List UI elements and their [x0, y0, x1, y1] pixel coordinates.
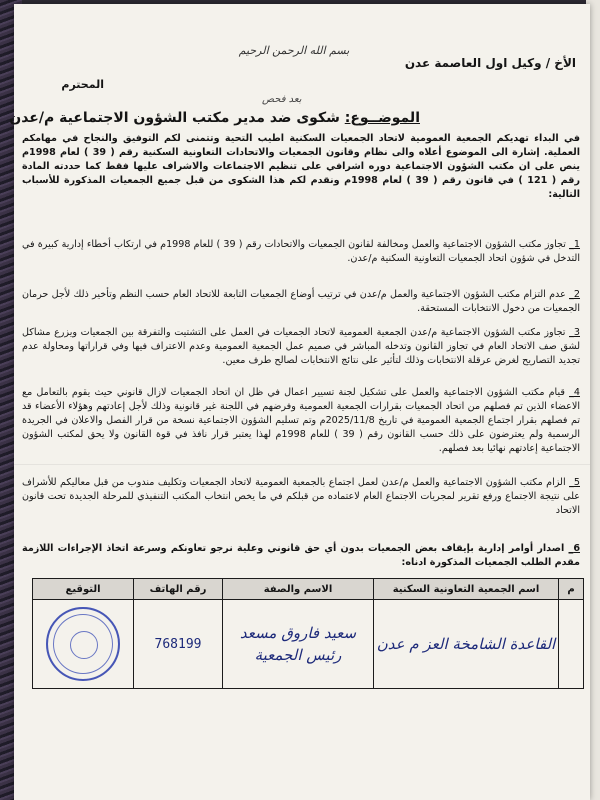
intro-paragraph: في البداء تهديكم الجمعية العمومية لاتحاد الجمعيات السكنية اطيب التحية وتتمنى لكم التوفيق والنجاح في مهامكم العملية. إشارة الى الموضوع أعلاه والى نظام وقانون الجمعيات والاتحادات التعاونية السكنية رقم ( 39 ) لعام 1998م ينص على ان مكتب الشؤون الاجتماعية دوره اشرافي على تنظيم الاجتماعات والاشراف عليها فقط كما حددته المادة رقم ( 121 ) في قانون رقم ( 39 ) لعام 1998م ونقدم لكم هذا الشكوى من قبل جميع الجمعيات المذكورة للأسباب التالية:: [22, 133, 581, 200]
point-text: عدم التزام مكتب الشؤون الاجتماعية والعمل م/عدن في ترتيب أوضاع الجمعيات التابعة للاتحاد العام حسب النظم وتأخير ذلك لأجل حرمان الجمعيات من دخول الانتخابات المستحقة.: [22, 289, 580, 314]
header-phone: رقم الهاتف: [134, 579, 223, 600]
addressee: الأخ / وكيل اول العاصمة عدن: [404, 56, 576, 70]
cell-name-title: سعيد فاروق مسعد رئيس الجمعية: [223, 600, 374, 689]
point-number: 2_: [569, 289, 580, 300]
stamp-center: [70, 631, 98, 659]
subject-text: شكوى ضد مدير مكتب الشؤون الاجتماعية م/عدن: [9, 110, 340, 126]
point-number: 4_: [569, 387, 580, 398]
paper-fold: [14, 464, 590, 465]
header-index: م: [559, 579, 584, 600]
point-number: 3_: [569, 327, 580, 338]
complaint-point: [22, 386, 580, 456]
complaint-point: [22, 476, 580, 518]
cell-index: [559, 600, 584, 689]
complaint-point: [22, 326, 580, 368]
point-text: قيام مكتب الشؤون الاجتماعية والعمل على تشكيل لجنة تسيير اعمال في ظل ان اتحاد الجمعيات لازال قانوني حيث يقوم بالتعامل مع الاعضاء الذين تم فصلهم من اتحاد الجمعيات بقرارات الجمعية العمومية وفرضهم في اللجنة غير قانونية وذلك لأجل إعادتهم وهؤلاء الأعضاء قد تم فصلهم بقرار اجتماع الجمعية العمومية في تاريخ 2025/11/8م وتم تسليم الشؤون الاجتماعية نسخة من قرار الفصل والاعلان في الجريدة الرسمية ولم يعترضون على ذلك حسب القانون رقم ( 39 ) للعام 1998م لهذا يعتبر قرار نافذ في قوة القانون ولا يحق لمكتب الشؤون الاجتماعية إعادتهم نهائيا بعد فصلهم.: [22, 387, 581, 454]
point-text: الزام مكتب الشؤون الاجتماعية والعمل م/عدن لعمل اجتماع بالجمعية العمومية لاتحاد الجمعيات وتكليف مندوب من قبل معاليكم للأشراف على نتيجة الاجتماع ورفع تقرير لمجريات الاجتماع العام لاعتماده من قبلكم في ما يخص انتخاب المكتب التنفيذي للمرحلة الجديدة تحت قانون الاتحاد: [22, 477, 580, 516]
point-number: 5_: [569, 477, 580, 488]
signatures-table: [32, 578, 584, 689]
cell-phone: 768199: [134, 600, 223, 689]
header-name-title: الاسم والصفة: [223, 579, 374, 600]
honorific: المحترم: [61, 78, 104, 91]
cell-signature: [33, 600, 134, 689]
header-society: اسم الجمعية التعاونية السكنية: [374, 579, 559, 600]
cell-society: القاعدة الشامخة العز م عدن: [374, 600, 559, 689]
subject-label: الموضــوع:: [344, 110, 420, 126]
complaint-point: [22, 238, 580, 266]
point-number: 6_: [568, 543, 580, 554]
subject-line: [9, 110, 420, 126]
point-text: تجاوز مكتب الشؤون الاجتماعية والعمل ومخالفة لقانون الجمعيات والاتحادات رقم ( 39 ) للعام 1998م في ارتكاب أخطاء إدارية كبيرة في التدخل في شؤون اتحاد الجمعيات التعاونية السكنية م/عدن.: [22, 239, 580, 264]
point-text: تجاوز مكتب الشؤون الاجتماعية م/عدن الجمعية العمومية لاتحاد الجمعيات في العمل على التشتيت والتفرقة بين الجمعيات ويزرع مشاكل لشق صف الاتحاد العام في تجاوز القانون وتدخله المباشر في صميم عمل الجمعية العمومية وعدم الاعتراف فيها وفي قراراتها ومحاولة عدم تجديد التصاريح لغرض عرقلة الانتخابات وذلك لتأثير على نتائج الانتخابات لصالح طرف معين.: [22, 327, 580, 366]
table-header-row: [33, 579, 584, 600]
complaint-letter: [9, 4, 590, 800]
complaint-point: [22, 542, 580, 570]
table-row: [33, 600, 584, 689]
complaint-point: [22, 288, 580, 316]
header-signature: التوقيع: [33, 579, 134, 600]
official-stamp-icon: [46, 607, 120, 681]
handwritten-note: بعد فحص: [262, 94, 302, 105]
basmala: بسم الله الرحمن الرحيم: [238, 44, 350, 57]
point-number: 1_: [569, 239, 580, 250]
point-text: اصدار أوامر إدارية بإيقاف بعض الجمعيات بدون أي حق قانوني وعلية نرجو تعاونكم وسرعة اتخاذ الإجراءات اللازمة مقدم الطلب الجمعيات المذكورة ادناه:: [22, 543, 580, 568]
